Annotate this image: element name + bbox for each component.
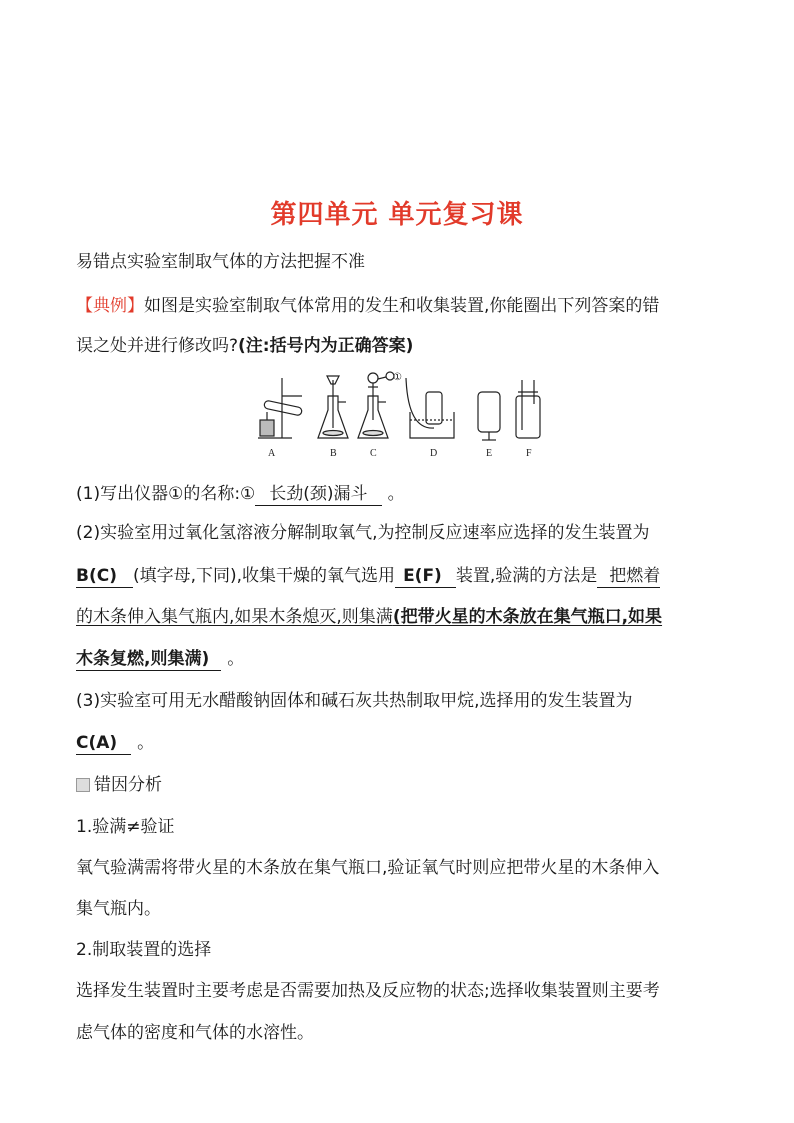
q3-answer: C(A): [76, 732, 131, 755]
analysis-item-2-title: 2.制取装置的选择: [76, 940, 212, 960]
q1-answer: 长劲(颈)漏斗: [255, 483, 381, 506]
analysis-heading-row: [76, 772, 726, 798]
q2-mid-2: 装置,验满的方法是: [455, 566, 598, 586]
q2-answer-2: E(F): [395, 565, 456, 588]
example-line-1: [76, 293, 726, 319]
q3-end: 。: [137, 733, 155, 753]
page-title: 第四单元 单元复习课: [270, 200, 524, 230]
analysis-item-1-title: 1.验满≠验证: [76, 817, 175, 837]
label-e: E: [486, 448, 493, 459]
q2-answer-1: B(C): [76, 565, 133, 588]
analysis-item-2-line-1: 选择发生装置时主要考虑是否需要加热及反应物的状态;选择收集装置则主要考: [76, 981, 660, 1001]
q1-prefix: (1)写出仪器①的名称:①: [76, 484, 256, 504]
question-2-line-4: [76, 646, 726, 672]
apparatus-c: [358, 372, 394, 438]
apparatus-d: [406, 378, 454, 438]
analysis-icon: [76, 778, 90, 792]
example-text-1: 如图是实验室制取气体常用的发生和收集装置,你能圈出下列答案的错: [144, 296, 660, 316]
q2-end: 。: [227, 649, 245, 669]
apparatus-b: [318, 376, 348, 438]
label-a: A: [268, 448, 276, 459]
analysis-item-2-line-2: 虑气体的密度和气体的水溶性。: [76, 1023, 314, 1043]
q2-answer-3b: 的木条伸入集气瓶内,如果木条熄灭,则集满: [76, 607, 393, 627]
question-1: [76, 481, 726, 507]
question-2-line-2: [76, 563, 726, 589]
label-f: F: [526, 448, 532, 459]
question-2-line-1: (2)实验室用过氧化氢溶液分解制取氧气,为控制反应速率应选择的发生装置为: [76, 523, 650, 543]
example-tag: 【典例】: [76, 296, 144, 316]
analysis-heading: 错因分析: [94, 775, 162, 795]
question-2-line-3: [76, 604, 726, 630]
marker-1: ①: [393, 372, 402, 383]
apparatus-e: [478, 392, 500, 440]
apparatus-a: [258, 378, 302, 438]
q2-answer-3c: (把带火星的木条放在集气瓶口,如果: [392, 607, 663, 627]
label-c: C: [370, 448, 377, 459]
q1-suffix: 。: [387, 484, 405, 504]
label-b: B: [330, 448, 337, 459]
q2-answer-3d: 木条复燃,则集满): [76, 648, 221, 671]
apparatus-f: [516, 380, 540, 438]
question-3-line-1: (3)实验室可用无水醋酸钠固体和碱石灰共热制取甲烷,选择用的发生装置为: [76, 691, 633, 711]
section-heading: 易错点实验室制取气体的方法把握不准: [76, 252, 365, 272]
q2-mid-1: (填字母,下同),收集干燥的氧气选用: [132, 566, 396, 586]
question-3-line-2: [76, 730, 726, 756]
analysis-item-1-line-1: 氧气验满需将带火星的木条放在集气瓶口,验证氧气时则应把带火星的木条伸入: [76, 858, 660, 878]
example-line-2: [76, 333, 726, 359]
q2-answer-3a: 把燃着: [597, 565, 660, 588]
example-text-2: 误之处并进行修改吗?: [76, 336, 239, 356]
label-d: D: [430, 448, 438, 459]
apparatus-figure: [250, 370, 550, 460]
example-note: (注:括号内为正确答案): [238, 336, 414, 356]
analysis-item-1-line-2: 集气瓶内。: [76, 899, 161, 919]
